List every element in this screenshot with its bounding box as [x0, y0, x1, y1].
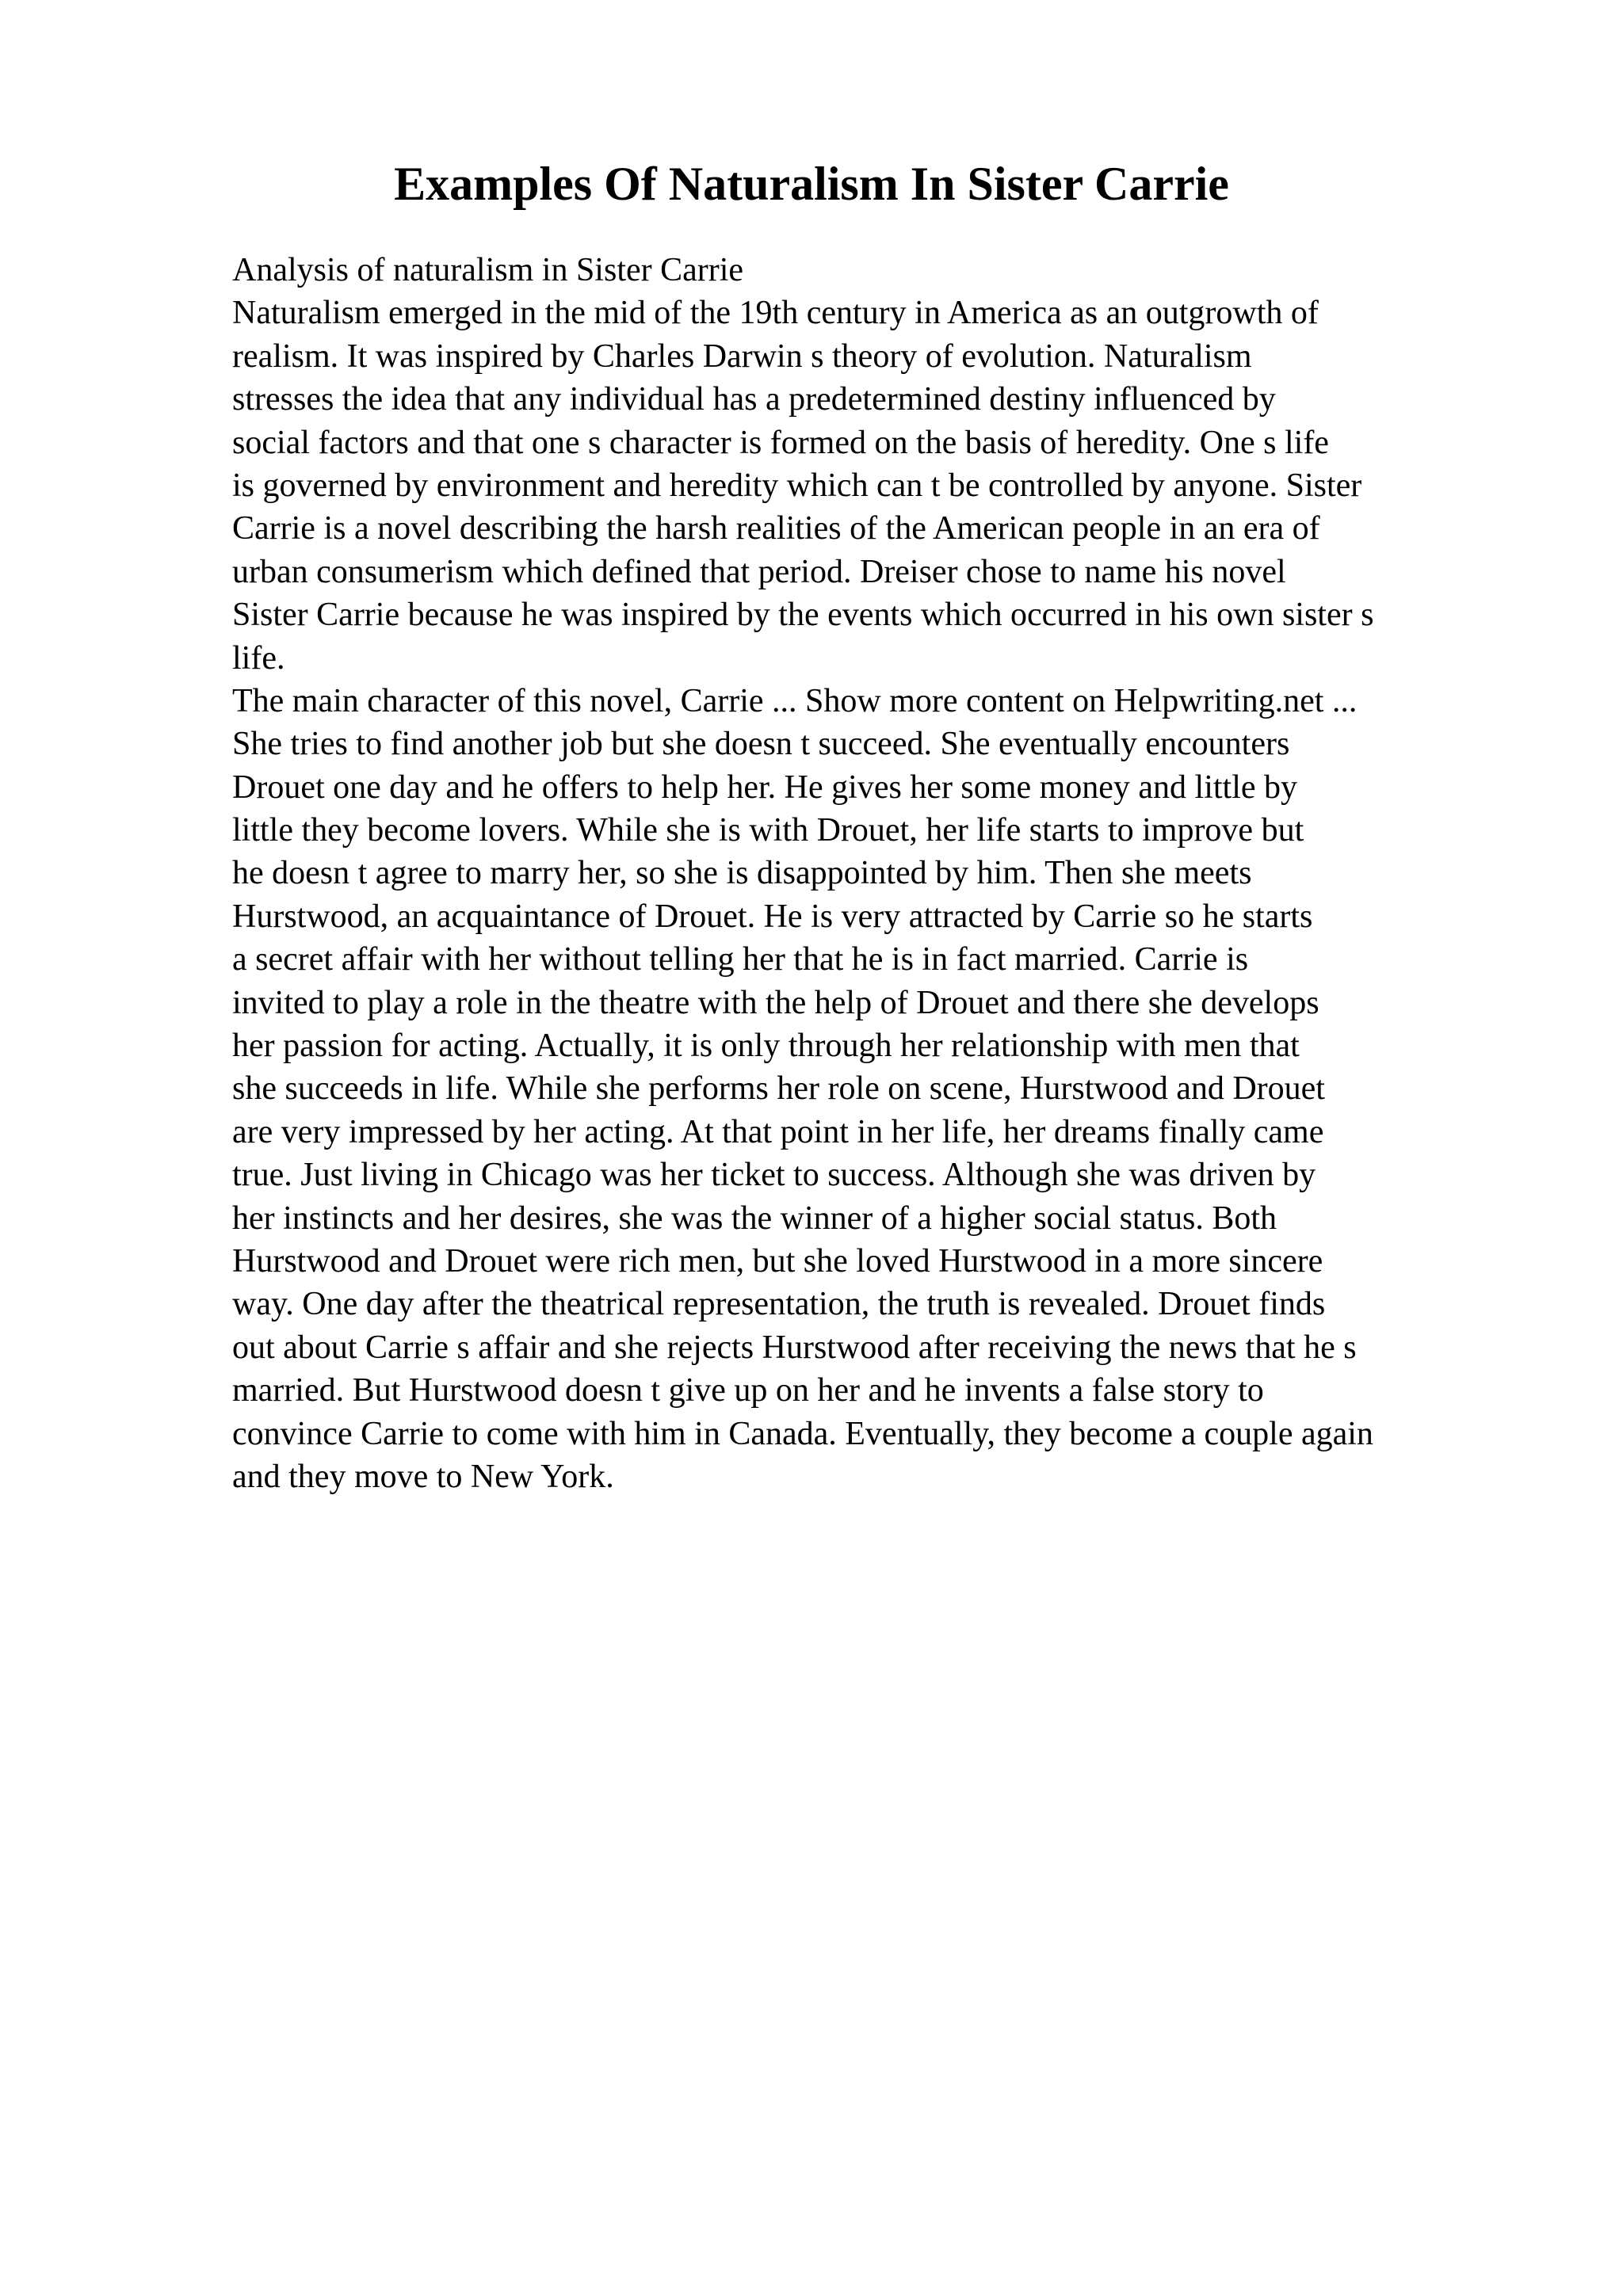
text-line: Sister Carrie because he was inspired by the events which occurred in his own sister s: [232, 597, 1374, 634]
text-line: convince Carrie to come with him in Canada. Eventually, they become a couple again: [232, 1415, 1373, 1452]
text-line: he doesn t agree to marry her, so she is disappointed by him. Then she meets: [232, 855, 1252, 892]
text-line: way. One day after the theatrical representation, the truth is revealed. Drouet finds: [232, 1286, 1326, 1323]
text-line: Carrie is a novel describing the harsh realities of the American people in an era of: [232, 510, 1320, 547]
text-line: realism. It was inspired by Charles Darwin s theory of evolution. Naturalism: [232, 338, 1252, 375]
text-line: little they become lovers. While she is with Drouet, her life starts to improve but: [232, 812, 1304, 849]
document-title: Examples Of Naturalism In Sister Carrie: [394, 158, 1229, 210]
text-line: her passion for acting. Actually, it is only through her relationship with men that: [232, 1028, 1300, 1065]
document-body: [232, 249, 1516, 1498]
text-line: are very impressed by her acting. At that point in her life, her dreams finally came: [232, 1113, 1324, 1150]
text-line: Hurstwood and Drouet were rich men, but she loved Hurstwood in a more sincere: [232, 1242, 1323, 1280]
text-line: a secret affair with her without telling her that he is in fact married. Carrie is: [232, 941, 1249, 978]
text-line: She tries to find another job but she doesn t succeed. She eventually encounters: [232, 726, 1290, 763]
text-line: life.: [232, 639, 285, 677]
text-line: The main character of this novel, Carrie ... Show more content on Helpwriting.net ...: [232, 682, 1358, 719]
text-line: stresses the idea that any individual has a predetermined destiny influenced by: [232, 381, 1276, 418]
text-line: urban consumerism which defined that period. Dreiser chose to name his novel: [232, 553, 1286, 590]
text-line: married. But Hurstwood doesn t give up on her and he invents a false story to: [232, 1372, 1264, 1409]
text-line: Hurstwood, an acquaintance of Drouet. He is very attracted by Carrie so he starts: [232, 898, 1313, 935]
text-line: and they move to New York.: [232, 1458, 614, 1495]
text-line: invited to play a role in the theatre with the help of Drouet and there she develops: [232, 984, 1319, 1021]
text-line: true. Just living in Chicago was her ticket to success. Although she was driven by: [232, 1157, 1316, 1194]
text-line: social factors and that one s character is formed on the basis of heredity. One s life: [232, 424, 1329, 461]
text-line: out about Carrie s affair and she rejects Hurstwood after receiving the news that he s: [232, 1329, 1357, 1366]
text-line: Drouet one day and he offers to help her. He gives her some money and little by: [232, 769, 1298, 806]
text-line: is governed by environment and heredity which can t be controlled by anyone. Sister: [232, 467, 1362, 504]
text-line: Analysis of naturalism in Sister Carrie: [232, 252, 744, 288]
text-line: Naturalism emerged in the mid of the 19th century in America as an outgrowth of: [232, 295, 1319, 332]
text-line: she succeeds in life. While she performs her role on scene, Hurstwood and Drouet: [232, 1070, 1325, 1108]
text-line: her instincts and her desires, she was the winner of a higher social status. Both: [232, 1199, 1277, 1237]
